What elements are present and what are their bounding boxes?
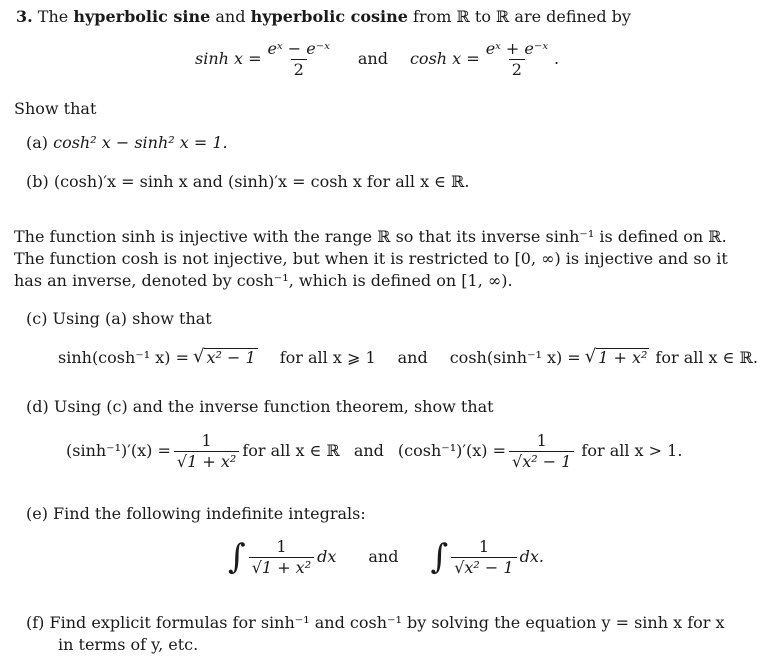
d-right-lhs: (cosh⁻¹)′(x) = (397, 440, 506, 460)
e-and: and (368, 546, 399, 566)
sqrt-sign: √ (584, 346, 597, 367)
c-cond-right: for all x ∈ ℝ. (655, 347, 758, 367)
d-left-lhs: (sinh⁻¹)′(x) = (66, 440, 171, 460)
cosh-fraction (483, 40, 551, 78)
e-int2-fraction (451, 538, 516, 576)
part-a (26, 134, 228, 152)
part-b (26, 173, 470, 191)
paragraph-line-1: The function sinh is injective with the range ℝ so that its inverse sinh⁻¹ is defined on ℝ. (14, 227, 727, 246)
part-e (26, 505, 366, 523)
c-and: and (397, 347, 428, 367)
part-b-text: (cosh)′x = sinh x and (sinh)′x = cosh x for all x ∈ ℝ. (53, 172, 470, 191)
d-right-fraction (509, 432, 574, 470)
d-right-den (509, 451, 574, 471)
part-a-text: cosh² x − sinh² x = 1. (53, 133, 228, 152)
d-right-num: 1 (536, 431, 547, 450)
cosh-lhs: cosh x = (409, 48, 480, 68)
sqrt-sign: √ (176, 451, 188, 471)
problem-header (16, 8, 631, 26)
d-left-fraction (174, 432, 239, 470)
c-sqrt-left (193, 348, 258, 367)
sqrt-sign: √ (454, 557, 465, 577)
e-int1-rad: 1 + x² (261, 557, 312, 577)
e-int2-rad: x² − 1 (464, 557, 514, 577)
definitions-equation (195, 40, 559, 78)
paragraph-line-3: has an inverse, denoted by cosh⁻¹, which is defined on [1, ∞). (14, 271, 513, 290)
c-sqrt-right (585, 348, 650, 367)
sqrt-sign: √ (512, 451, 523, 471)
part-d-label: (d) (26, 397, 49, 416)
d-right-rad: x² − 1 (522, 451, 572, 471)
part-e-integrals (228, 538, 544, 576)
d-right-cond: for all x > 1. (581, 440, 683, 460)
part-e-label: (e) (26, 504, 48, 523)
part-c-equation (58, 348, 758, 367)
e-int2-dx: dx. (519, 546, 544, 566)
d-left-rad: 1 + x² (187, 451, 237, 471)
cosh-numerator: eˣ + e⁻ˣ (485, 39, 549, 58)
part-a-label: (a) (26, 133, 49, 152)
term-hyperbolic-sine: hyperbolic sine (73, 7, 211, 26)
c-eq-left: sinh(cosh⁻¹ x) = (58, 347, 189, 367)
intro-pre: The (37, 7, 69, 26)
sinh-denominator: 2 (291, 59, 307, 79)
part-e-text: Find the following indefinite integrals: (53, 504, 366, 523)
e-int2-num: 1 (478, 537, 489, 556)
d-left-cond: for all x ∈ ℝ (242, 440, 340, 460)
sqrt-sign: √ (251, 557, 262, 577)
part-c-label: (c) (26, 309, 48, 328)
part-f (26, 614, 725, 632)
part-c (26, 310, 212, 328)
d-left-num: 1 (201, 431, 212, 450)
definitions-period: . (554, 48, 560, 68)
term-hyperbolic-cosine: hyperbolic cosine (250, 7, 408, 26)
intro-post: from ℝ to ℝ are defined by (413, 7, 631, 26)
intro-mid: and (215, 7, 246, 26)
d-and: and (353, 440, 384, 460)
show-that: Show that (14, 99, 97, 118)
integral-sign: ∫ (228, 537, 246, 578)
sinh-numerator: eˣ − e⁻ˣ (267, 39, 330, 58)
sinh-lhs: sinh x = (195, 48, 262, 68)
e-int2-den (451, 557, 516, 577)
e-int1-dx: dx (317, 546, 337, 566)
integral-sign: ∫ (430, 537, 449, 578)
e-int1-fraction (249, 538, 314, 576)
c-rad-left: x² − 1 (206, 348, 256, 367)
part-d-text: Using (c) and the inverse function theorem, show that (53, 397, 494, 416)
sinh-fraction (265, 40, 333, 78)
paragraph-line-2: The function cosh is not injective, but when it is restricted to [0, ∞) is injective and so it (14, 249, 728, 268)
e-int1-den (249, 557, 314, 577)
part-d-equation (66, 432, 682, 470)
sqrt-sign: √ (193, 346, 205, 367)
definitions-and: and (357, 48, 388, 68)
part-f-line1: Find explicit formulas for sinh⁻¹ and cosh⁻¹ by solving the equation y = sinh x for x (49, 613, 725, 632)
part-f-label: (f) (26, 613, 45, 632)
e-int1-num: 1 (276, 537, 287, 556)
cosh-denominator: 2 (509, 59, 525, 79)
c-rad-right: 1 + x² (598, 348, 648, 367)
d-left-den (174, 451, 239, 471)
part-f-line2: in terms of y, etc. (58, 635, 199, 654)
part-c-text: Using (a) show that (52, 309, 212, 328)
part-b-label: (b) (26, 172, 49, 191)
c-cond-left: for all x ⩾ 1 (279, 347, 376, 367)
part-d (26, 398, 494, 416)
problem-number: 3. (16, 7, 33, 26)
c-eq-right: cosh(sinh⁻¹ x) = (449, 347, 581, 367)
